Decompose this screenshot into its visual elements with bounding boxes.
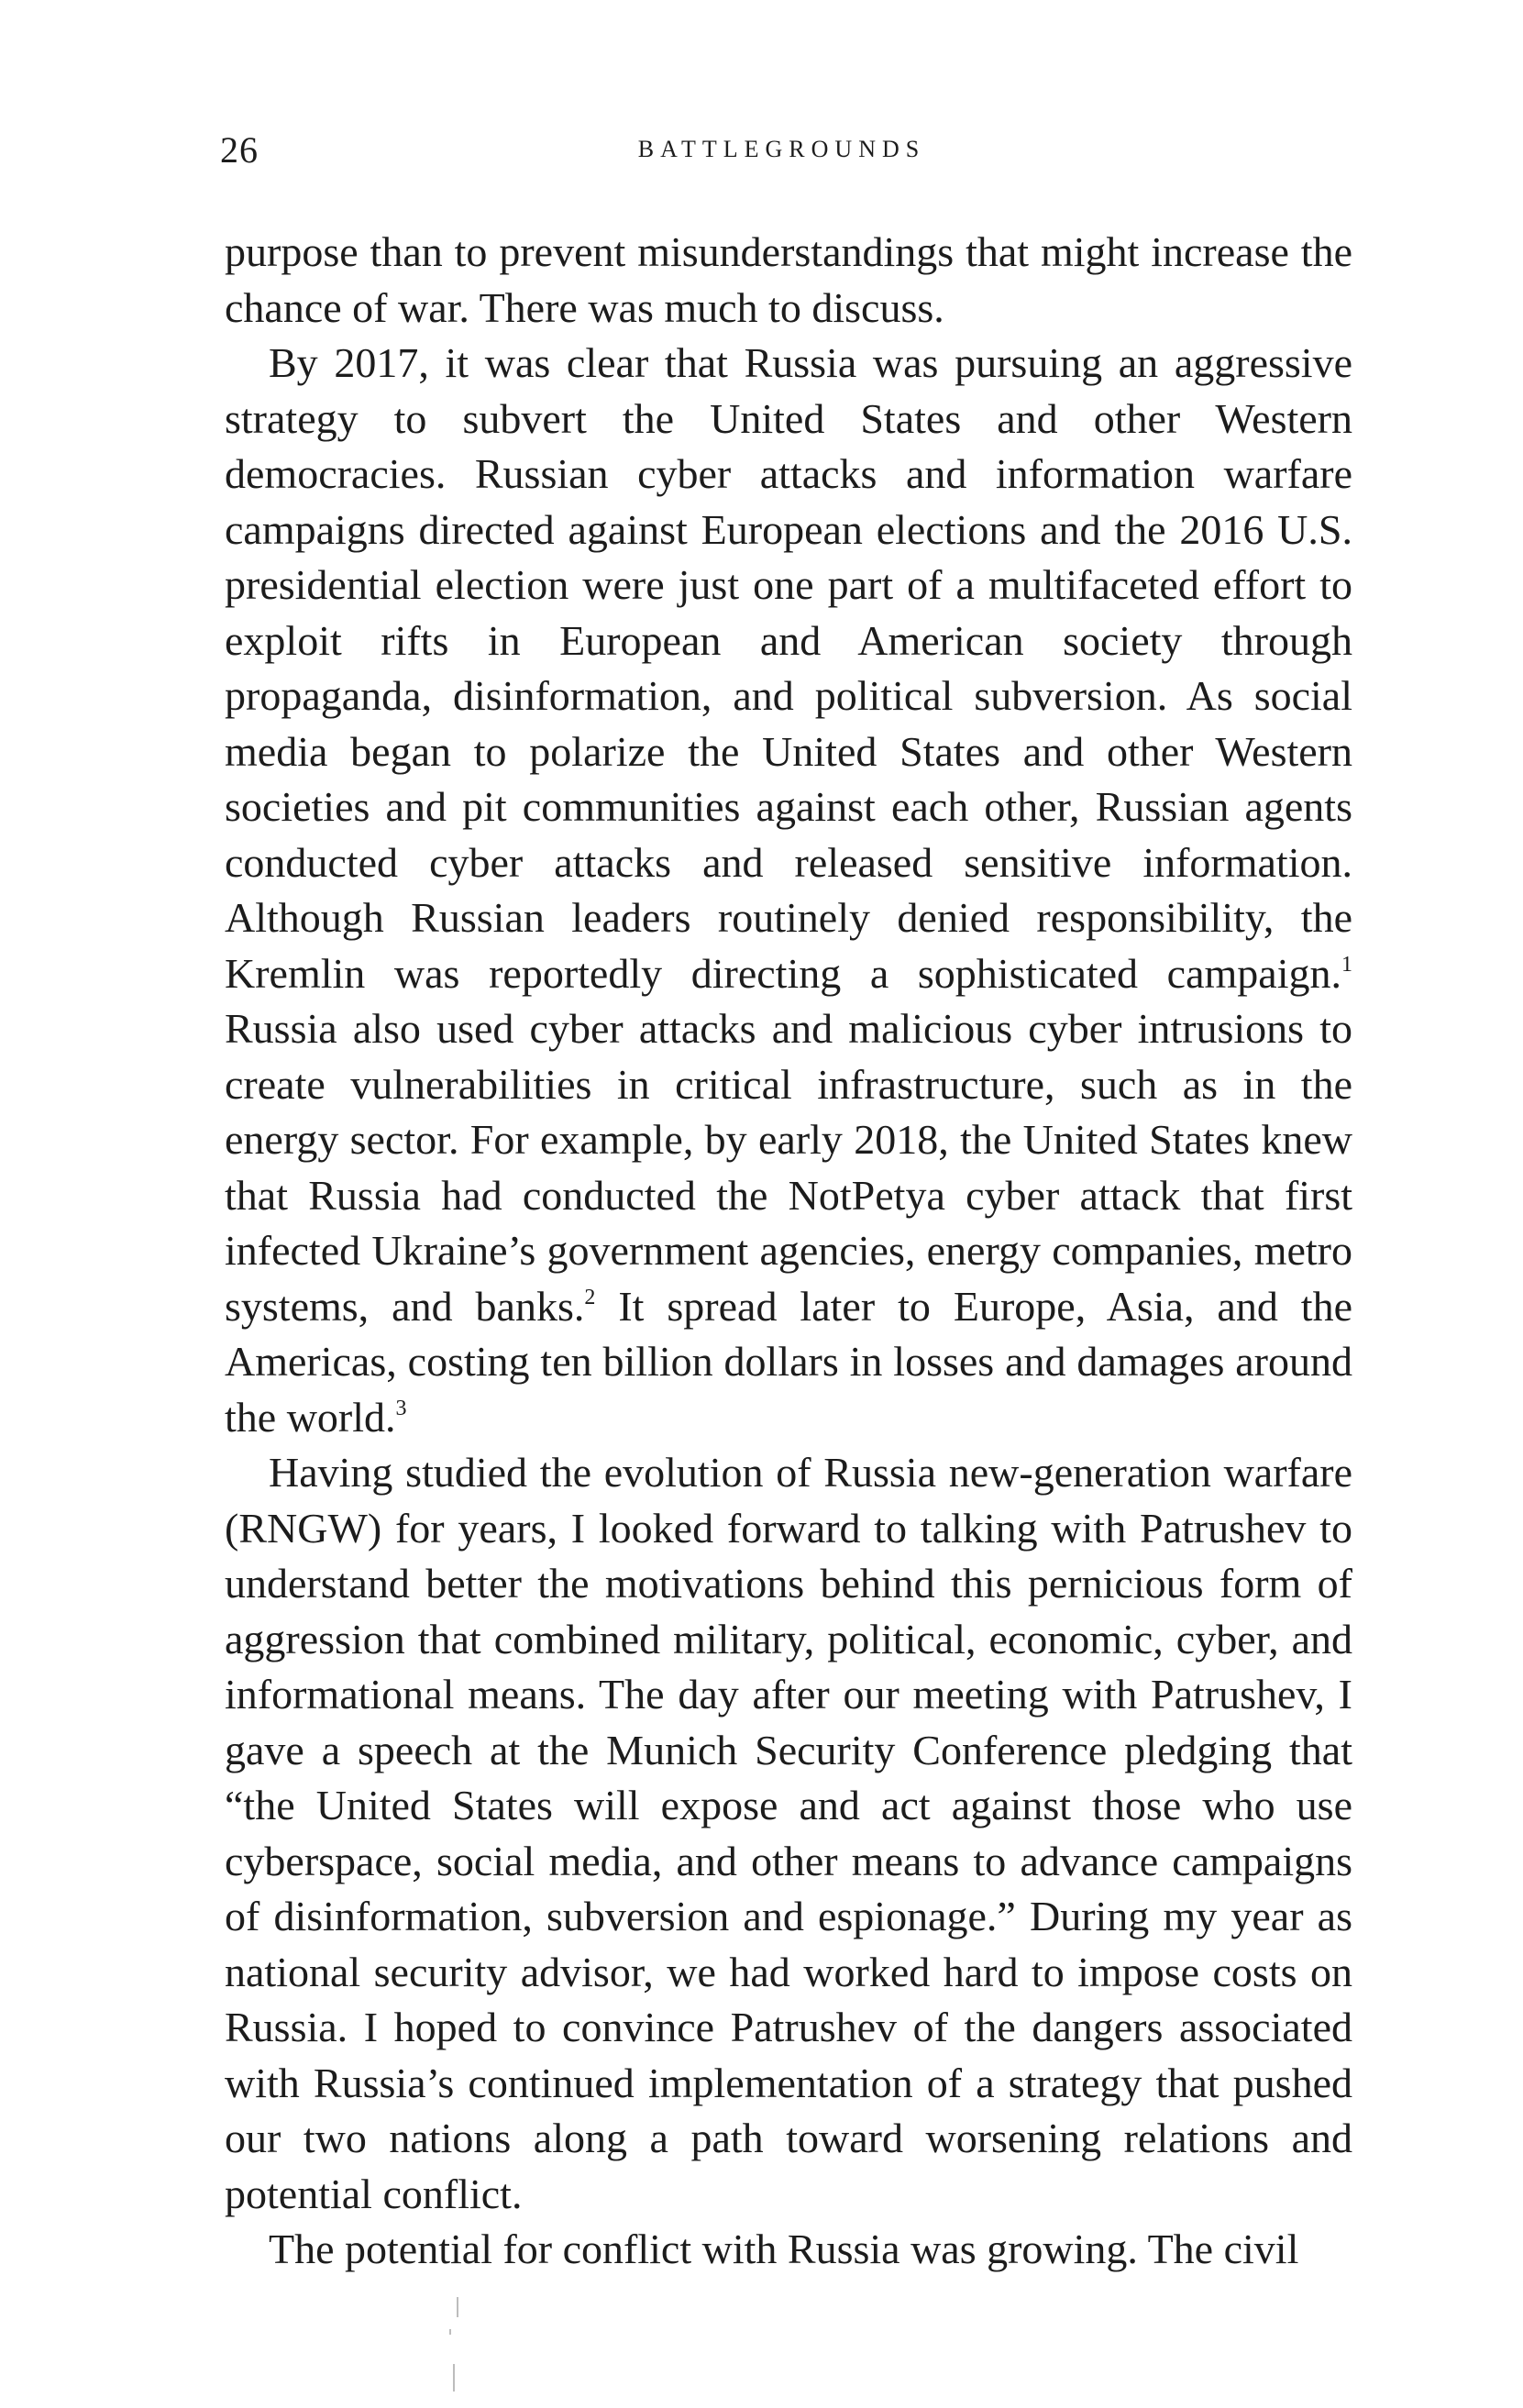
paragraph-russia-strategy — [225, 336, 1352, 1445]
paragraph-text: Russia also used cyber attacks and malicious cyber intrusions to create vulnerabilities in critical infrastructure, such as in the energy sector. For example, by early 2018, the United States knew that Russia had conducted the NotPetya cyber attack that first infected Ukraine’s government agencies, energy companies, metro systems, and banks. — [225, 1005, 1352, 1330]
paragraph-text: By 2017, it was clear that Russia was pursuing an aggressive strategy to subvert the United States and other Western democracies. Russian cyber attacks and information warfare campaigns directed against European elections and the 2016 U.S. presidential election were just one part of a multifaceted effort to exploit rifts in European and American society through propaganda, disinformation, and political subversion. As social media began to polarize the United States and other Western societies and pit communities against each other, Russian agents conducted cyber attacks and released sensitive information. Although Russian leaders routinely denied responsibility, the Kremlin was reportedly directing a sophisticated campaign. — [225, 339, 1352, 997]
running-head: BATTLEGROUNDS — [637, 136, 926, 162]
footnote-ref-1[interactable]: 1 — [1341, 952, 1352, 977]
scan-artifact — [449, 2329, 451, 2335]
scan-artifact — [453, 2364, 455, 2391]
paragraph-rngw: Having studied the evolution of Russia new-generation warfare (RNGW) for years, I looked forward to talking with Patrushev to understand better the motivations behind this pernicious form of aggression that combined military, political, economic, cyber, and informational means. The day after our meeting with Patrushev, I gave a speech at the Munich Security Conference pledging that “the United States will expose and act against those who use cyberspace, social media, and other means to advance campaigns of disinformation, subversion and espionage.” During my year as national security advisor, we had worked hard to impose costs on Russia. I hoped to convince Patrushev of the dangers associated with Russia’s continued implementation of a strategy that pushed our two nations along a path toward worsening relations and potential conflict. — [225, 1449, 1352, 2217]
paragraph-continuation: purpose than to prevent misunderstandings that might increase the chance of war. There was much to discuss. — [225, 228, 1352, 331]
scan-artifact — [457, 2297, 458, 2317]
body-text — [225, 225, 1352, 2278]
page-number: 26 — [220, 129, 259, 171]
page-header — [211, 128, 1352, 183]
paragraph-conflict: The potential for conflict with Russia was growing. The civil — [269, 2226, 1299, 2272]
paragraph-text: It spread later to Europe, Asia, and the Americas, costing ten billion dollars in losses and damages around the world. — [225, 1282, 1352, 1441]
footnote-ref-3[interactable]: 3 — [395, 1396, 407, 1420]
footnote-ref-2[interactable]: 2 — [584, 1285, 596, 1309]
